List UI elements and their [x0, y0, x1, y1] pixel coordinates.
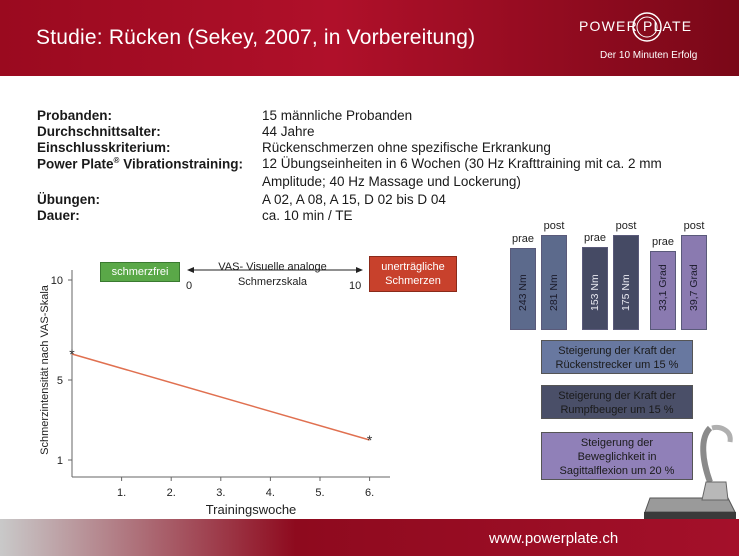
pain-series-line — [72, 354, 370, 440]
bar-post-1 — [613, 235, 639, 330]
brand-name: POWER PLATE — [579, 18, 693, 34]
info-label-training-rest: Vibrationstraining: — [119, 156, 243, 172]
bar-post-2 — [681, 235, 707, 330]
footer-bar — [0, 519, 739, 556]
result-note-line: Steigerung der — [580, 437, 654, 449]
bar-value-label: 175 Nm — [620, 274, 632, 311]
info-label-alter: Durchschnittsalter: — [37, 124, 161, 139]
vas-box-schmerzen-line2: Schmerzen — [385, 275, 441, 287]
bar-post-0 — [541, 235, 567, 330]
info-label-dauer: Dauer: — [37, 208, 80, 223]
info-label-probanden: Probanden: — [37, 108, 113, 123]
y-tick-label: 10 — [50, 275, 63, 287]
bar-post-label: post — [543, 220, 565, 232]
vas-title-line1: VAS- Visuelle analoge — [218, 261, 327, 273]
info-value-training: 12 Übungseinheiten in 6 Wochen (30 Hz Krafttraining mit ca. 2 mm — [262, 156, 662, 171]
bar-value-label: 39,7 Grad — [688, 264, 700, 311]
info-label-training-brand: Power Plate — [37, 156, 114, 172]
x-tick-label: 2. — [166, 487, 176, 499]
power-plate-device-image — [640, 420, 739, 520]
result-note-line: Rumpfbeuger um 15 % — [560, 404, 674, 416]
bar-prae-label: prae — [583, 232, 607, 244]
result-note-0 — [541, 340, 693, 374]
info-value-alter: 44 Jahre — [262, 124, 315, 139]
vas-box-schmerzfrei: schmerzfrei — [100, 262, 180, 282]
result-note-1 — [541, 385, 693, 419]
info-value-probanden: 15 männliche Probanden — [262, 108, 413, 123]
vas-title-line2: Schmerzskala — [237, 276, 308, 288]
x-tick-label: 5. — [315, 487, 325, 499]
bar-prae-2 — [650, 251, 676, 330]
result-note-line: Sagittalflexion um 20 % — [559, 465, 675, 477]
bar-prae-label: prae — [511, 233, 535, 245]
result-note-line: Steigerung der Kraft der — [558, 345, 676, 357]
result-note-line: Rückenstrecker um 15 % — [555, 359, 679, 371]
bar-prae-0 — [510, 248, 536, 330]
x-tick-label: 4. — [265, 487, 275, 499]
result-note-line: Beweglichkeit in — [577, 451, 657, 463]
y-tick-label: 1 — [56, 455, 63, 467]
x-tick-label: 6. — [365, 487, 375, 499]
registered-mark: ® — [113, 156, 120, 165]
y-axis-label: Schmerzintensität nach VAS-Skala — [39, 285, 51, 455]
vas-box-schmerzen-line1: unerträgliche — [381, 261, 445, 273]
bar-value-label: 33,1 Grad — [657, 264, 669, 311]
brand-tagline: Der 10 Minuten Erfolg — [600, 50, 698, 61]
bar-value-label: 281 Nm — [548, 274, 560, 311]
info-value-training-cont: Amplitude; 40 Hz Massage und Lockerung) — [262, 174, 521, 189]
vas-min-label: 0 — [186, 280, 193, 292]
y-tick-label: 5 — [56, 375, 63, 387]
bar-post-label: post — [615, 220, 637, 232]
info-value-dauer: ca. 10 min / TE — [262, 208, 353, 223]
bar-prae-label: prae — [651, 236, 675, 248]
data-point-marker: * — [366, 432, 373, 448]
info-value-uebungen: A 02, A 08, A 15, D 02 bis D 04 — [262, 192, 446, 207]
result-note-line: Steigerung der Kraft der — [558, 390, 676, 402]
bar-post-label: post — [683, 220, 705, 232]
x-axis-label: Trainingswoche — [205, 502, 297, 517]
data-point-marker: * — [69, 346, 75, 362]
bar-value-label: 153 Nm — [589, 274, 601, 311]
bar-value-label: 243 Nm — [517, 274, 529, 311]
info-label-kriterium: Einschlusskriterium: — [37, 140, 171, 155]
info-label-uebungen: Übungen: — [37, 192, 100, 207]
vas-max-label: 10 — [349, 280, 362, 292]
x-tick-label: 3. — [216, 487, 226, 499]
info-value-kriterium: Rückenschmerzen ohne spezifische Erkrankung — [262, 140, 551, 155]
x-tick-label: 1. — [117, 487, 127, 499]
bar-prae-1 — [582, 247, 608, 330]
footer-url: www.powerplate.ch — [489, 530, 619, 547]
page-title: Studie: Rücken (Sekey, 2007, in Vorbereitung) — [36, 26, 476, 49]
